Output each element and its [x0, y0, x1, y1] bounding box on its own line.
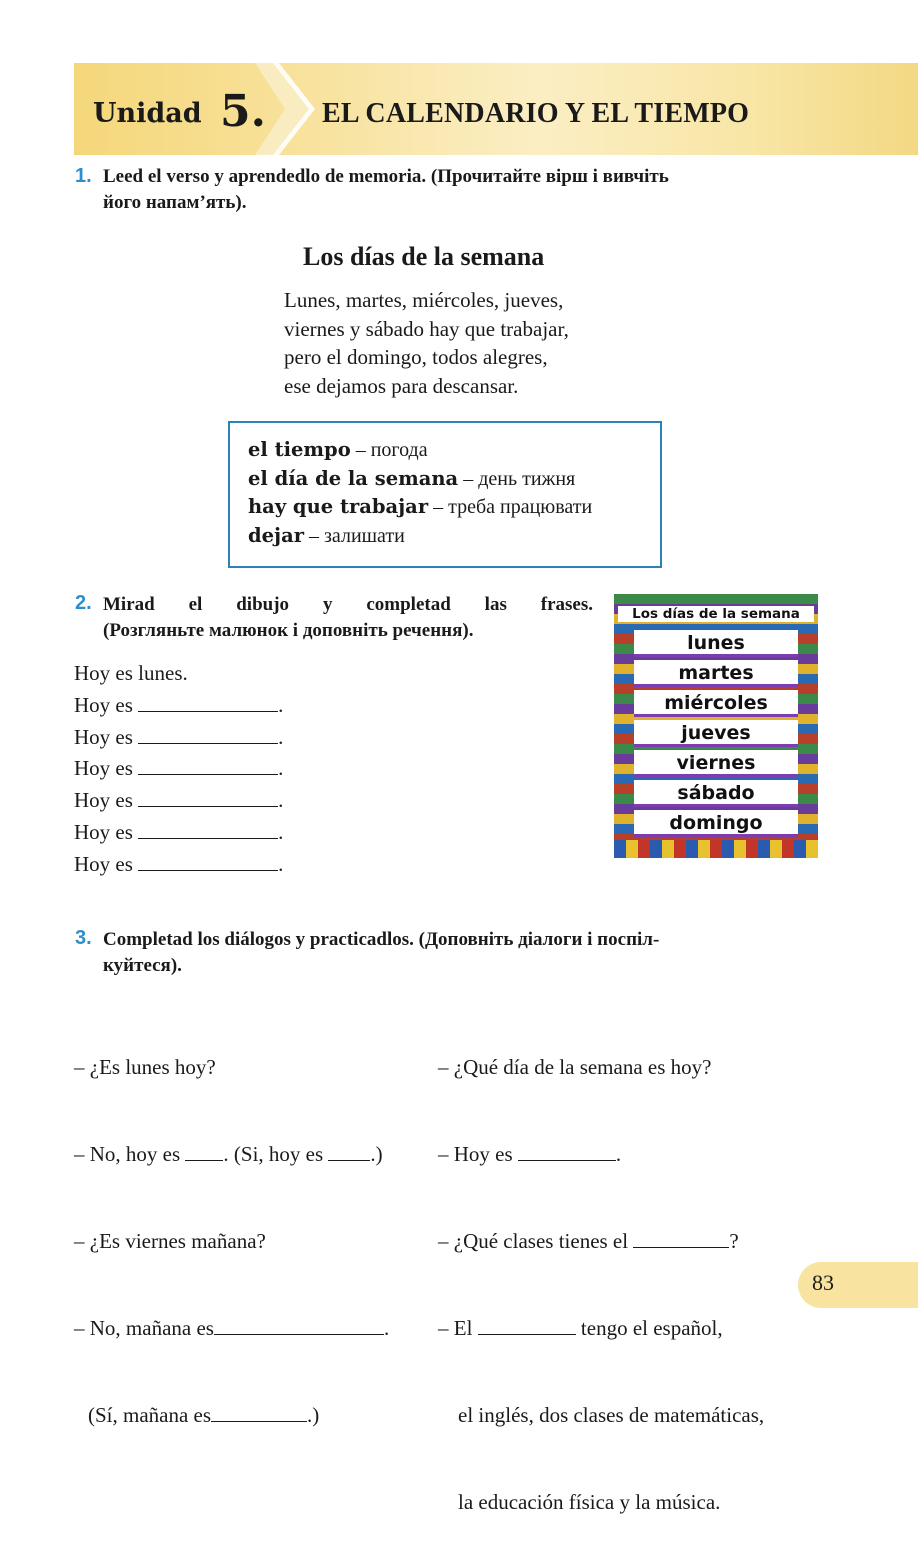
unit-title: EL CALENDARIO Y EL TIEMPO: [322, 98, 750, 129]
fill-sentence: [74, 817, 283, 849]
blank-field[interactable]: [214, 1317, 384, 1335]
poem-line: Lunes, martes, miércoles, jueves,: [284, 288, 564, 312]
poster-day: sábado: [634, 780, 798, 807]
dialogue-line: [438, 1140, 764, 1169]
vocab-term: hay que trabajar: [248, 495, 429, 518]
exercise-3-instruction-line2: куйтеся).: [103, 955, 182, 976]
vocab-term: el tiempo: [248, 438, 351, 461]
dialogue-text: ?: [729, 1229, 739, 1253]
blank-field[interactable]: [138, 853, 278, 871]
poster-day: lunes: [634, 630, 798, 657]
vocab-translation: – залишати: [304, 524, 405, 547]
dialogue-line: [74, 1140, 389, 1169]
dialogue-line: [74, 1401, 389, 1430]
dialogue-line: [438, 1227, 764, 1256]
exercise-2-instruction-line2: (Розгляньте малюнок і доповніть речення).: [103, 620, 474, 641]
example-sentence: Hoy es lunes.: [74, 661, 188, 685]
exercise-2-instruction-line1: Mirad el dibujo y completad las frases.: [103, 594, 593, 615]
days-of-week-poster: [614, 594, 818, 858]
dialogue-text: – Hoy es: [438, 1142, 518, 1166]
blank-field[interactable]: [138, 694, 278, 712]
exercise-2-instruction: [103, 592, 593, 644]
exercise-1-number: 1.: [75, 165, 92, 187]
sentence-prefix: Hoy es: [74, 692, 139, 717]
dialogue-left: [74, 995, 389, 1459]
vocab-entry: [248, 465, 660, 494]
exercise-3-instruction-line1: Completad los diálogos y practicadlos. (Доповніть діалоги і поспіл-: [103, 929, 660, 950]
dialogue-text: – No, mañana es: [74, 1316, 214, 1340]
vocab-entry: [248, 436, 660, 465]
fill-sentence: [74, 785, 283, 817]
blank-field[interactable]: [328, 1143, 370, 1161]
poster-title: Los días de la semana: [618, 606, 814, 622]
exercise-1-instruction: [103, 164, 823, 216]
poster-day: miércoles: [634, 690, 798, 717]
sentence-prefix: Hoy es: [74, 724, 139, 749]
exercise-2-number: 2.: [75, 592, 92, 614]
blank-field[interactable]: [633, 1230, 729, 1248]
unit-number: 5.: [220, 86, 266, 137]
dialogue-right: [438, 995, 764, 1546]
exercise-3-number: 3.: [75, 927, 92, 949]
sentence-prefix: Hoy es: [74, 756, 139, 781]
fill-sentence: [74, 753, 283, 785]
unit-label: Unidad: [93, 98, 202, 129]
exercise-3-instruction: [103, 927, 818, 979]
blank-field[interactable]: [211, 1404, 307, 1422]
vocabulary-box: [228, 421, 662, 568]
dialogue-line: el inglés, dos clases de matemáticas,: [458, 1403, 765, 1427]
sentence-suffix: .: [278, 756, 284, 781]
blank-field[interactable]: [138, 726, 278, 744]
poster-day: martes: [634, 660, 798, 687]
sentence-suffix: .: [278, 851, 284, 876]
vocab-term: dejar: [248, 523, 305, 547]
dialogue-line: – ¿Es viernes mañana?: [74, 1229, 266, 1253]
dialogue-text: . (Si, hoy es: [223, 1142, 329, 1166]
fill-in-sentences: [74, 658, 283, 881]
poem-line: viernes y sábado hay que trabajar,: [284, 316, 569, 341]
exercise-1-instruction-line2: його напам’ять).: [103, 192, 247, 213]
poem: [284, 286, 569, 400]
dialogue-text: – El: [438, 1316, 478, 1340]
blank-field[interactable]: [518, 1143, 616, 1161]
sentence-prefix: Hoy es: [74, 851, 139, 876]
vocab-translation: – погода: [350, 439, 428, 461]
dialogue-line: [74, 1314, 389, 1343]
dialogue-text: .: [383, 1316, 390, 1340]
blank-field[interactable]: [138, 789, 278, 807]
vocab-translation: – день тижня: [458, 467, 576, 490]
page-number: 83: [812, 1270, 834, 1295]
fill-sentence: [74, 722, 283, 754]
dialogue-line: la educación física y la música.: [458, 1490, 721, 1514]
fill-sentence: [74, 849, 283, 881]
vocab-translation: – треба працювати: [428, 496, 593, 518]
exercise-1-instruction-line1: Leed el verso y aprendedlo de memoria. (Прочитайте вірш і вивчіть: [103, 166, 669, 187]
sentence-prefix: Hoy es: [74, 788, 139, 813]
sentence-suffix: .: [278, 788, 284, 813]
dialogue-text: – No, hoy es: [74, 1142, 186, 1166]
poem-line: ese dejamos para descansar.: [284, 373, 519, 398]
blank-field[interactable]: [138, 757, 278, 775]
poem-title: Los días de la semana: [303, 242, 545, 271]
fill-sentence: [74, 690, 283, 722]
sentence-suffix: .: [278, 724, 284, 749]
sentence-prefix: Hoy es: [74, 819, 139, 844]
vocab-term: el día de la semana: [248, 466, 459, 490]
poem-line: pero el domingo, todos alegres,: [284, 345, 548, 369]
vocab-entry: [248, 493, 660, 522]
poster-day: viernes: [634, 750, 798, 777]
sentence-suffix: .: [278, 819, 284, 844]
dialogue-line: – ¿Qué día de la semana es hoy?: [438, 1055, 712, 1079]
dialogue-text: .: [615, 1142, 622, 1166]
dialogue-text: (Sí, mañana es: [88, 1403, 212, 1427]
sentence-suffix: .: [278, 692, 284, 717]
dialogue-line: – ¿Es lunes hoy?: [74, 1055, 216, 1079]
poster-day: domingo: [634, 810, 798, 837]
dialogue-text: .): [370, 1142, 383, 1166]
dialogue-text: tengo el español,: [575, 1316, 723, 1340]
dialogue-line: [438, 1314, 764, 1343]
vocab-entry: [248, 522, 660, 551]
dialogue-text: .): [307, 1403, 320, 1427]
poster-border-pattern: [614, 840, 818, 858]
blank-field[interactable]: [185, 1143, 223, 1161]
blank-field[interactable]: [478, 1317, 576, 1335]
blank-field[interactable]: [138, 821, 278, 839]
poster-day: jueves: [634, 720, 798, 747]
dialogue-text: – ¿Qué clases tienes el: [438, 1229, 634, 1253]
